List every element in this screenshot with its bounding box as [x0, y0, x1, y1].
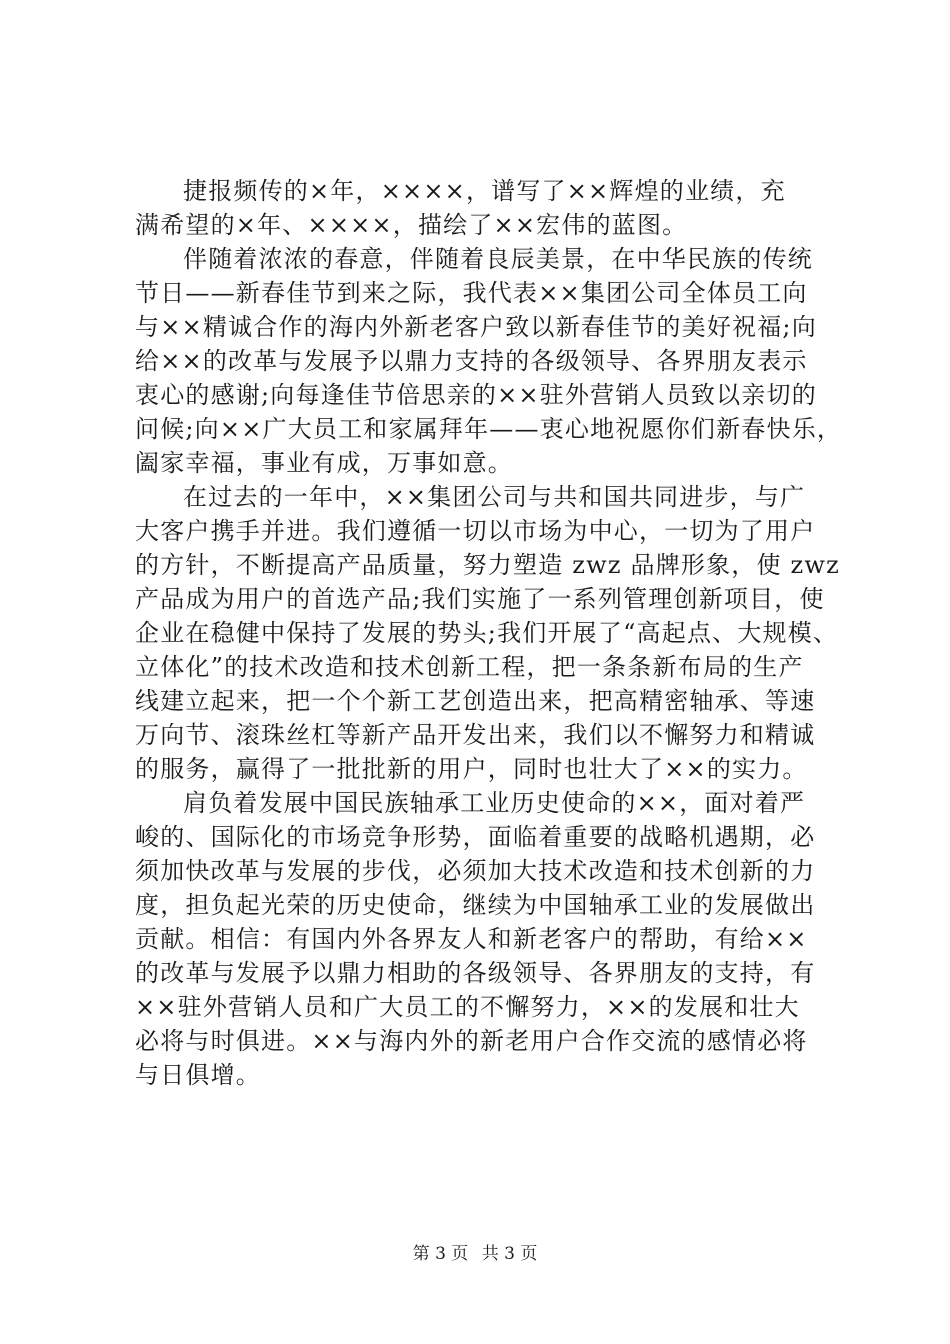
paragraph-3-line: 产品成为用户的首选产品;我们实施了一系列管理创新项目，使: [135, 585, 825, 613]
paragraph-3-line: 企业在稳健中保持了发展的势头;我们开展了“高起点、大规模、: [135, 619, 839, 647]
page-number-total: 共 3 页: [481, 1244, 538, 1264]
paragraph-2-line: 与××精诚合作的海内外新老客户致以新春佳节的美好祝福;向: [135, 313, 817, 341]
paragraph-1-line: 满希望的×年、××××，描绘了××宏伟的蓝图。: [135, 211, 688, 239]
paragraph-4-line: 度，担负起光荣的历史使命，继续为中国轴承工业的发展做出: [135, 891, 816, 919]
paragraph-3-line: 立体化”的技术改造和技术创新工程，把一条条新布局的生产: [135, 653, 804, 681]
paragraph-4-line: 与日俱增。: [135, 1061, 261, 1089]
document-body: [135, 174, 843, 1092]
paragraph-3-line: 的方针，不断提高产品质量，努力塑造 zwz 品牌形象，使 zwz: [135, 551, 840, 579]
paragraph-2-line: 给××的改革与发展予以鼎力支持的各级领导、各界朋友表示: [135, 347, 808, 375]
paragraph-4-line: 必将与时俱进。××与海内外的新老用户合作交流的感情必将: [135, 1027, 808, 1055]
paragraph-4-line: 的改革与发展予以鼎力相助的各级领导、各界朋友的支持，有: [135, 959, 816, 987]
paragraph-3-line: 万向节、滚珠丝杠等新产品开发出来，我们以不懈努力和精诚: [135, 721, 816, 749]
paragraph-2-line: 阖家幸福，事业有成，万事如意。: [135, 449, 513, 477]
paragraph-4-line: 峻的、国际化的市场竞争形势，面临着重要的战略机遇期，必: [135, 823, 816, 851]
paragraph-2-line: 伴随着浓浓的春意，伴随着良辰美景，在中华民族的传统: [183, 245, 813, 273]
paragraph-3-line: 线建立起来，把一个个新工艺创造出来，把高精密轴承、等速: [135, 687, 816, 715]
paragraph-2-line: 衷心的感谢;向每逢佳节倍思亲的××驻外营销人员致以亲切的: [135, 381, 817, 409]
paragraph-4-line: 肩负着发展中国民族轴承工业历史使命的××，面对着严: [183, 789, 806, 817]
paragraph-2-line: 节日——新春佳节到来之际，我代表××集团公司全体员工向: [135, 279, 808, 307]
paragraph-4-line: 须加快改革与发展的步伐，必须加大技术改造和技术创新的力: [135, 857, 816, 885]
paragraph-2-line: 问候;向××广大员工和家属拜年——衷心地祝愿你们新春快乐，: [135, 415, 843, 443]
paragraph-1-line: 捷报频传的×年，××××，谱写了××辉煌的业绩，充: [183, 177, 786, 205]
paragraph-4-line: ××驻外营销人员和广大员工的不懈努力，××的发展和壮大: [135, 993, 800, 1021]
paragraph-4-line: 贡献。相信：有国内外各界友人和新老客户的帮助，有给××: [135, 925, 808, 953]
paragraph-3-line: 大客户携手并进。我们遵循一切以市场为中心，一切为了用户: [135, 517, 816, 545]
page-number-current: 第 3 页: [412, 1244, 469, 1264]
paragraph-3-line: 的服务，赢得了一批批新的用户，同时也壮大了××的实力。: [135, 755, 808, 783]
paragraph-3-line: 在过去的一年中，××集团公司与共和国共同进步，与广: [183, 483, 806, 511]
page-footer: [0, 1244, 950, 1264]
